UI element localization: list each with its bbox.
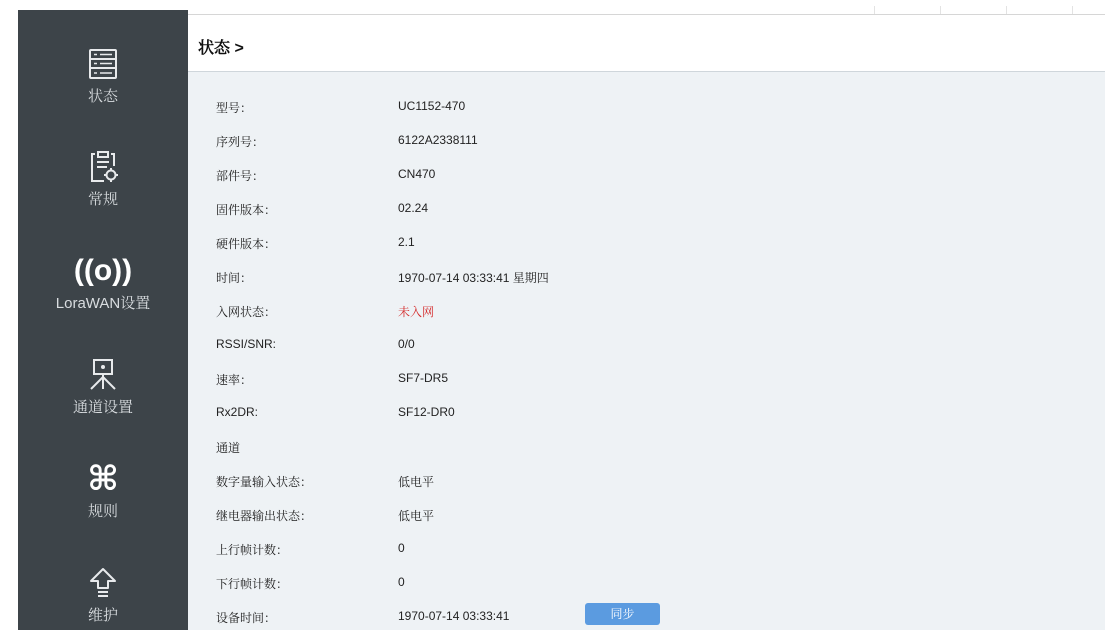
info-label: 数字量输入状态：: [216, 475, 313, 489]
info-row-rx2dr: [188, 396, 1105, 428]
status-icon: [86, 47, 120, 81]
info-row-downlink-count: [188, 566, 1105, 598]
sidebar-item-label: 状态: [87, 88, 118, 105]
sidebar-item-label: 通道设置: [72, 399, 133, 416]
sidebar-item-status[interactable]: [18, 47, 188, 106]
info-row-model: [188, 90, 1105, 122]
info-row-data-rate: [188, 362, 1105, 394]
info-value: 低电平: [398, 509, 435, 523]
upgrade-icon: [86, 566, 120, 600]
info-row-rssi-snr: [188, 328, 1105, 360]
info-value: 0/0: [398, 337, 415, 351]
info-label: 设备时间：: [216, 611, 277, 625]
info-row-channel: [188, 430, 1105, 462]
general-settings-icon: [86, 150, 120, 184]
info-label: 继电器输出状态：: [216, 509, 313, 523]
info-label: Rx2DR:: [216, 405, 259, 419]
sidebar-item-channel[interactable]: [18, 358, 188, 417]
info-label: 入网状态：: [216, 305, 277, 319]
info-label: 部件号：: [216, 169, 265, 183]
divider: [874, 6, 875, 14]
status-panel: [188, 72, 1105, 630]
sidebar-item-general[interactable]: [18, 150, 188, 209]
join-status-value: 未入网: [398, 305, 435, 319]
page-title: 状态 >: [198, 40, 244, 57]
info-label: 上行帧计数：: [216, 543, 289, 557]
info-value: 低电平: [398, 475, 435, 489]
page-header: [188, 15, 1105, 72]
divider: [1072, 6, 1073, 14]
section-label: 通道: [216, 441, 241, 455]
sidebar-item-label: LoraWAN设置: [55, 295, 151, 312]
info-value: CN470: [398, 167, 436, 181]
info-label: 下行帧计数：: [216, 577, 289, 591]
sidebar-item-lorawan[interactable]: [18, 254, 188, 313]
command-icon: ⌘: [87, 460, 119, 498]
sidebar-item-label: 规则: [87, 503, 118, 520]
info-row-hardware: [188, 226, 1105, 258]
info-label: 时间：: [216, 271, 253, 285]
info-value: SF12-DR0: [398, 405, 455, 419]
info-label: 序列号：: [216, 135, 265, 149]
sidebar-item-label: 常规: [87, 191, 118, 208]
info-label: 速率：: [216, 373, 253, 387]
wireless-signal-icon: ((o)): [73, 254, 133, 287]
info-row-firmware: [188, 192, 1105, 224]
info-value: UC1152-470: [398, 99, 466, 113]
info-label: 硬件版本：: [216, 237, 277, 251]
info-value: 2.1: [398, 235, 415, 249]
info-value: 1970-07-14 03:33:41 星期四: [398, 271, 549, 285]
sidebar-item-maintenance[interactable]: [18, 566, 188, 625]
info-value: 6122A2338111: [398, 133, 478, 147]
sidebar: [18, 10, 188, 630]
info-value: SF7-DR5: [398, 371, 449, 385]
info-row-digital-input: [188, 464, 1105, 496]
sync-button[interactable]: 同步: [585, 603, 660, 625]
divider: [1006, 6, 1007, 14]
info-row-relay-output: [188, 498, 1105, 530]
info-value: 02.24: [398, 201, 429, 215]
sidebar-item-rules[interactable]: [18, 462, 188, 521]
info-label: 型号：: [216, 101, 253, 115]
info-row-time: [188, 260, 1105, 292]
info-row-serial: [188, 124, 1105, 156]
info-row-uplink-count: [188, 532, 1105, 564]
info-value: 0: [398, 541, 405, 555]
info-row-part-number: [188, 158, 1105, 190]
channel-icon: [86, 358, 120, 392]
sidebar-item-label: 维护: [87, 607, 118, 624]
info-row-device-time: [188, 600, 1105, 632]
divider: [940, 6, 941, 14]
info-label: 固件版本：: [216, 203, 277, 217]
info-row-join-status: [188, 294, 1105, 326]
top-bar: [188, 0, 1105, 15]
info-label: RSSI/SNR:: [216, 337, 277, 351]
info-value: 1970-07-14 03:33:41: [398, 609, 510, 623]
info-value: 0: [398, 575, 405, 589]
